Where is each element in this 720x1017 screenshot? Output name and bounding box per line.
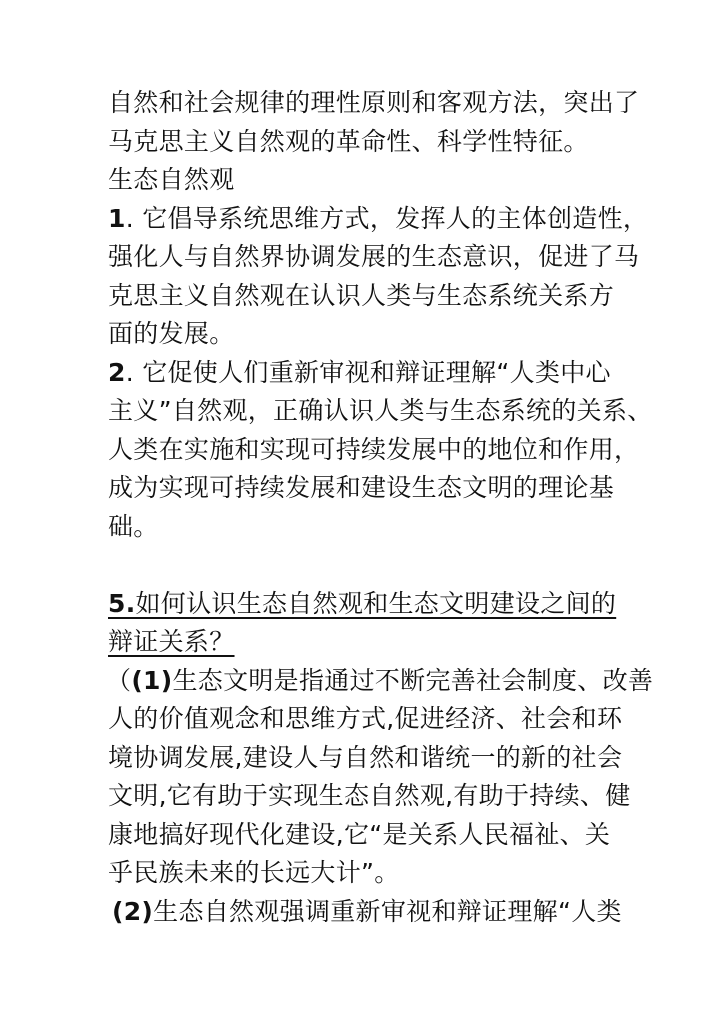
answer-1-line: 康地搞好现代化建设,它“是关系人民福祉、关 [108,819,611,849]
list-item-1-line: 强化人与自然界协调发展的生态意识，促进了马 [108,242,640,271]
list-item-2-text: . 它促使人们重新审视和辩证理解“人类中心 [125,357,611,387]
list-item-1-number: 1 [108,203,126,233]
answer-1-line: 文明,它有助于实现生态自然观,有助于持续、健 [108,781,631,810]
document-body [106,84,654,931]
list-item-2-line: 成为实现可持续发展和建设生态文明的理论基 [108,473,615,502]
answer-1-line: 人的价值观念和思维方式,促进经济、社会和环 [108,704,623,733]
list-item-2-line [108,354,620,393]
intro-line: 马克思主义自然观的革命性、科学性特征。 [108,126,589,156]
list-item-1-line: 面的发展。 [108,319,235,348]
answer-2-text: 生态自然观强调重新审视和辩证理解“人类 [153,896,622,926]
list-item-2-line: 主义”自然观，正确认识人类与生态系统的关系、 [108,396,653,425]
answer-1-line: （(1)生态文明是指通过不断完善社会制度、改善 [106,665,654,695]
answer-1-number: (1) [131,665,173,695]
answer-1-text: 生态文明是指通过不断完善社会制度、改善 [172,665,654,695]
list-item-1-text: . 它倡导系统思维方式，发挥人的主体创造性， [125,203,649,233]
answer-1-line: 乎民族未来的长远大计”。 [108,858,400,887]
question-5-heading [108,623,620,662]
list-item-1-line: 克思主义自然观在认识人类与生态系统关系方 [108,280,615,310]
answer-2-number: (2) [112,896,154,926]
question-5-text: 如何认识生态自然观和生态文明建设之间的 [135,588,617,618]
question-5-heading [108,585,620,624]
list-item-1-line [108,200,649,239]
answer-1-line: 境协调发展,建设人与自然和谐统一的新的社会 [108,742,623,772]
paragraph-gap [108,546,620,585]
section-title: 生态自然观 [108,165,235,194]
question-5-number: 5. [108,588,136,618]
list-item-2-line: 人类在实施和实现可持续发展中的地位和作用， [108,434,640,464]
list-item-2-line: 础。 [108,511,159,541]
answer-2-line [112,893,620,932]
question-5-text: 辩证关系？ [108,627,235,656]
intro-line: 自然和社会规律的理性原则和客观方法，突出了 [108,88,640,117]
list-item-2-number: 2 [108,357,126,387]
